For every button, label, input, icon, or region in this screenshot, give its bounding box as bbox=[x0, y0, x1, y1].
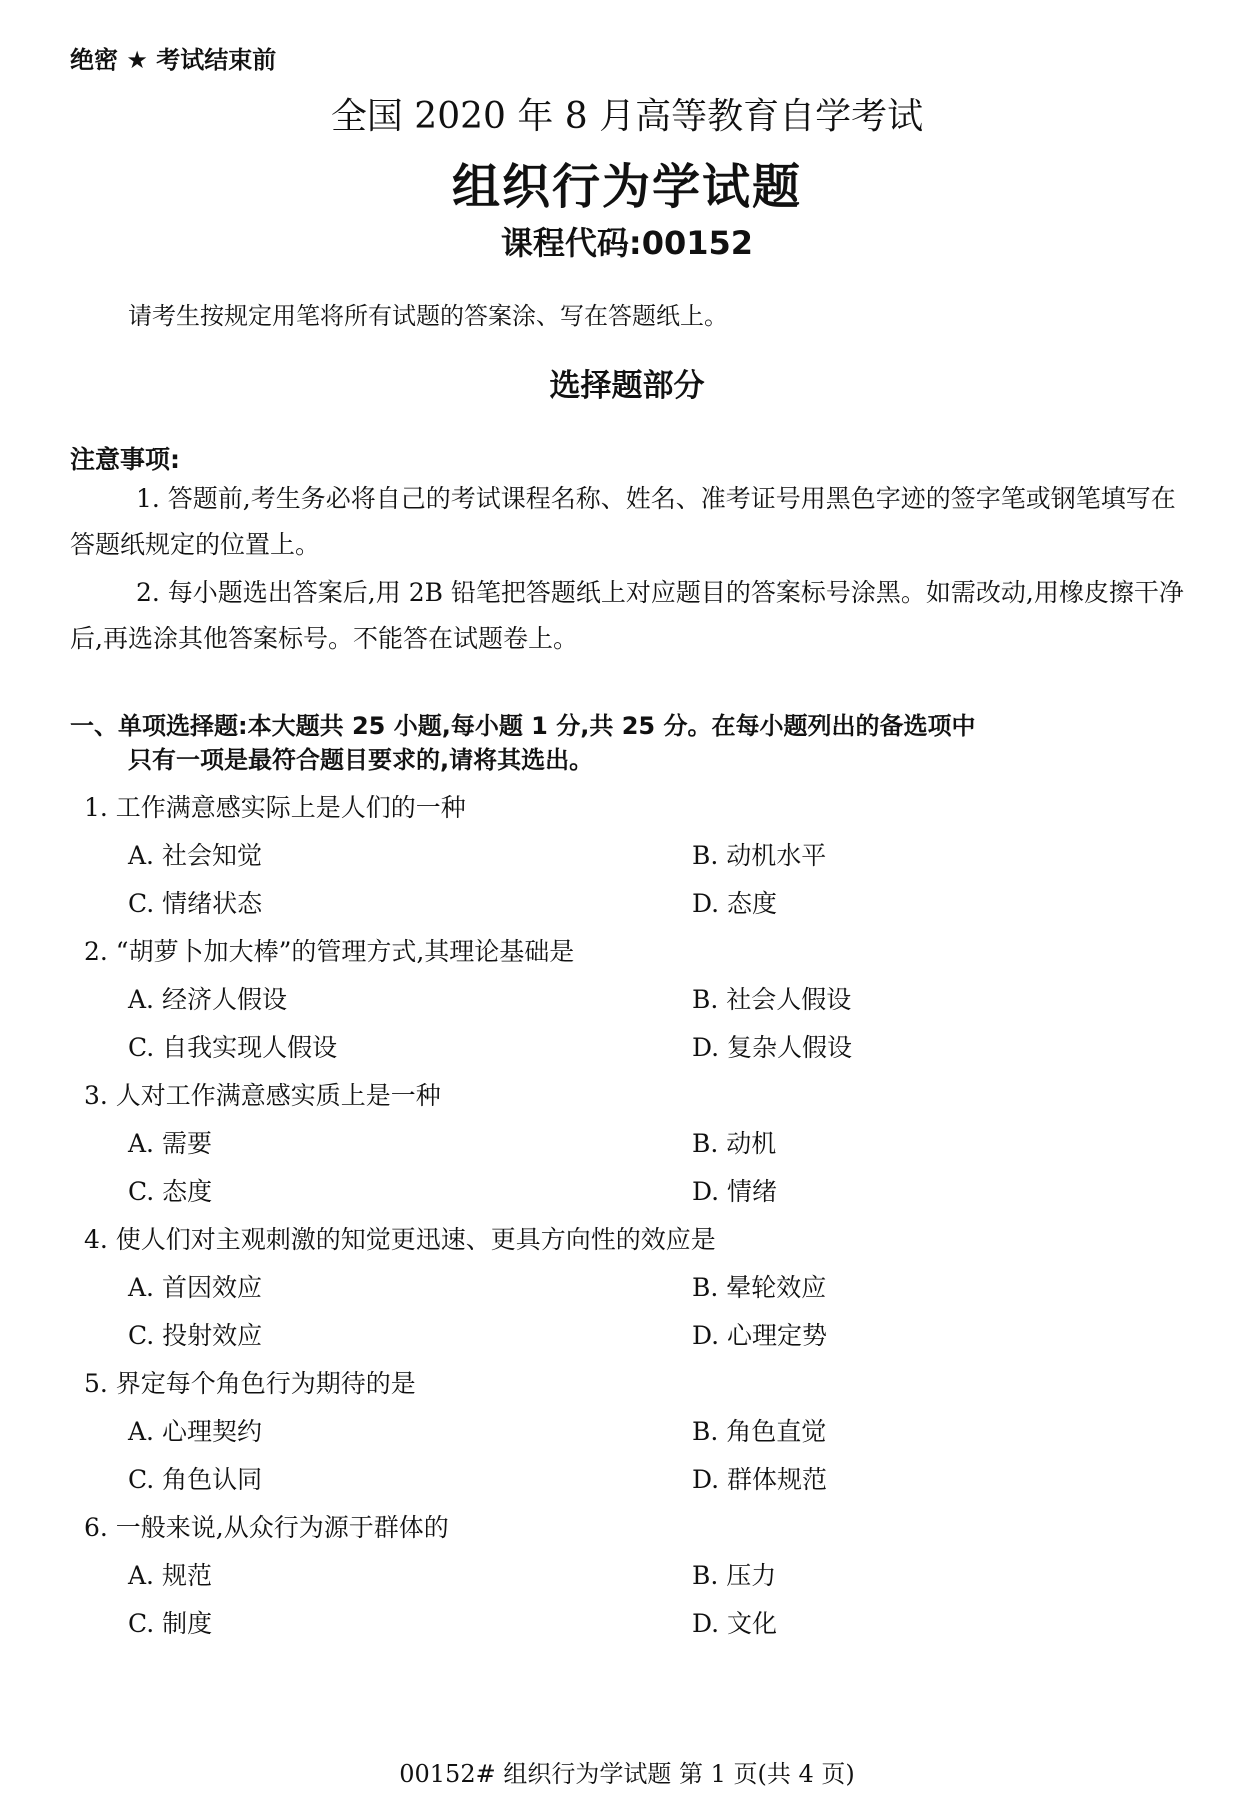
option-b: B. 动机水平 bbox=[692, 841, 827, 870]
option-a: A. 需要 bbox=[128, 1129, 212, 1158]
option-a: A. 社会知觉 bbox=[128, 841, 262, 870]
exam-title: 全国 2020 年 8 月高等教育自学考试 bbox=[330, 96, 924, 137]
secret-mark: 绝密 ★ 考试结束前 bbox=[70, 46, 277, 74]
option-d: D. 态度 bbox=[692, 889, 778, 918]
option-c: C. 自我实现人假设 bbox=[128, 1033, 338, 1062]
question-stem: 6. 一般来说,从众行为源于群体的 bbox=[84, 1513, 449, 1542]
page-footer: 00152# 组织行为学试题 第 1 页(共 4 页) bbox=[399, 1760, 855, 1788]
option-c: C. 投射效应 bbox=[128, 1321, 263, 1350]
option-a: A. 首因效应 bbox=[128, 1273, 262, 1302]
note-item: 2. 每小题选出答案后,用 2B 铅笔把答题纸上对应题目的答案标号涂黑。如需改动,用橡皮擦干净后,再选涂其他答案标号。不能答在试题卷上。 bbox=[70, 578, 1184, 653]
question-stem: 2. “胡萝卜加大棒”的管理方式,其理论基础是 bbox=[84, 937, 575, 966]
question-stem: 1. 工作满意感实际上是人们的一种 bbox=[84, 793, 466, 822]
question-stem: 3. 人对工作满意感实质上是一种 bbox=[84, 1081, 441, 1110]
option-c: C. 角色认同 bbox=[128, 1465, 263, 1494]
question-stem: 5. 界定每个角色行为期待的是 bbox=[84, 1369, 416, 1398]
option-b: B. 社会人假设 bbox=[692, 985, 852, 1014]
option-d: D. 心理定势 bbox=[692, 1321, 828, 1350]
subject-title: 组织行为学试题 bbox=[451, 159, 802, 215]
part-title: 一、单项选择题:本大题共 25 小题,每小题 1 分,共 25 分。在每小题列出的备选项中 bbox=[70, 712, 976, 740]
option-b: B. 动机 bbox=[692, 1129, 777, 1158]
option-a: A. 心理契约 bbox=[128, 1417, 262, 1446]
section-title: 选择题部分 bbox=[549, 368, 705, 404]
course-code: 课程代码:00152 bbox=[500, 224, 754, 262]
option-c: C. 制度 bbox=[128, 1609, 213, 1638]
option-a: A. 规范 bbox=[128, 1561, 212, 1590]
option-d: D. 文化 bbox=[692, 1609, 778, 1638]
option-d: D. 情绪 bbox=[692, 1177, 778, 1206]
option-d: D. 复杂人假设 bbox=[692, 1033, 853, 1062]
part-title-continued: 只有一项是最符合题目要求的,请将其选出。 bbox=[128, 746, 594, 774]
option-a: A. 经济人假设 bbox=[128, 985, 287, 1014]
notes-heading: 注意事项: bbox=[70, 445, 180, 474]
option-d: D. 群体规范 bbox=[692, 1465, 828, 1494]
option-c: C. 情绪状态 bbox=[128, 889, 263, 918]
option-b: B. 角色直觉 bbox=[692, 1417, 827, 1446]
option-b: B. 晕轮效应 bbox=[692, 1273, 827, 1302]
note-item: 1. 答题前,考生务必将自己的考试课程名称、姓名、准考证号用黑色字迹的签字笔或钢笔填写在答题纸规定的位置上。 bbox=[70, 484, 1176, 559]
option-b: B. 压力 bbox=[692, 1561, 777, 1590]
instruction: 请考生按规定用笔将所有试题的答案涂、写在答题纸上。 bbox=[128, 302, 728, 330]
option-c: C. 态度 bbox=[128, 1177, 213, 1206]
question-stem: 4. 使人们对主观刺激的知觉更迅速、更具方向性的效应是 bbox=[84, 1225, 716, 1254]
